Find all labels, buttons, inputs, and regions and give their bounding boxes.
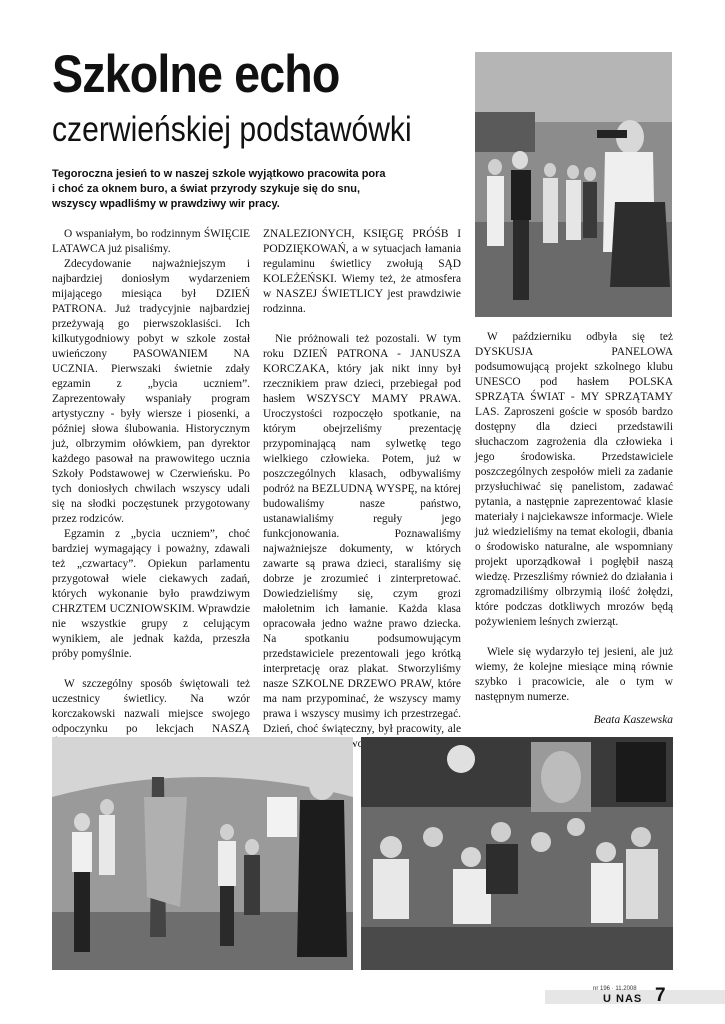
paragraph: Egzamin z „bycia uczniem”, choć bardziej wymagający i poważny, zdawali też „czwartacy”. Opiekun parlamentu przygotował wiele ciekawych zadań, których wykonanie było prawdziwym CHRZTEM UCZNIOWSKIM. Wprawdzie nie wszystkie grupy z celującym wynikiem, ale jednak każda, przeszła próby pomyślnie. (52, 528, 250, 660)
headline-subtitle: czerwieńskiej podstawówki (52, 110, 412, 149)
lead-paragraph (52, 167, 432, 212)
footer-magazine-name: U NAS (603, 993, 643, 1005)
paragraph: ZNALEZIONYCH, KSIĘGĘ PRÓŚB I PODZIĘKOWAŃ, a w sytuacjach łamania regulaminu świetlicy zwołują SĄD KOLEŻEŃSKI. Wiemy też, że atmosfera w NASZEJ ŚWIETLICY jest prawdziwie rodzinna. (263, 228, 461, 315)
photo-icon (475, 52, 672, 317)
lead-line: wszyscy wpadliśmy w prawdziwy wir pracy. (52, 198, 280, 210)
photo-icon (52, 737, 353, 970)
paragraph: Nie próżnowali też pozostali. W tym roku DZIEŃ PATRONA - JANUSZA KORCZAKA, który jak nikt inny był rzecznikiem praw dzieci, przebiegał pod hasłem WSZYSCY MAMY PRAWA. Uroczystości rozpoczęło spotkanie, na którym obejrzeliśmy prezentację przypominającą nam sylwetkę tego wielkiego człowieka. Potem, już w poszczególnych klasach, odbywaliśmy podróż na BEZLUDNĄ WYSPĘ, na której budowaliśmy nasze państwo, ustanawialiśmy reguły jego funkcjonowania. Poznawaliśmy najważniejsze dokumenty, w których zawarte są prawa dzieci, staraliśmy się dobrze je zrozumieć i zinterpretować. Dowiedzieliśmy się, czym grozi małoletnim ich łamanie. Każda klasa opracowała jedno ważne prawo dziecka. Na spotkaniu podsumowującym przedstawiciele prezentowali jego krótką interpretację oraz plakat. Stworzyliśmy nasze SZKOLNE DRZEWO PRAW, które ma nam przypominać, że wszyscy mamy prawa i wszyscy musimy ich przestrzegać. Dzień, choć świąteczny, był pracowity, ale (263, 333, 461, 735)
article-column-2 (263, 227, 461, 752)
footer-page-number: 7 (655, 985, 666, 1006)
article-column-3 (475, 330, 673, 728)
lead-line: Tegoroczna jesień to w naszej szkole wyjątkowo pracowita pora (52, 168, 386, 180)
photo-bottom-right (361, 737, 673, 970)
lead-line: i choć za oknem buro, a świat przyrody szykuje się do snu, (52, 183, 361, 195)
paragraph: O wspaniałym, bo rodzinnym ŚWIĘCIE LATAWCA już pisaliśmy. (52, 228, 250, 255)
paragraph: W szczególny sposób świętowali też uczestnicy świetlicy. Na wzór korczakowski nazwali miejsce swojego odpoczynku po lekcjach NASZĄ (52, 678, 250, 735)
article-column-1 (52, 227, 250, 752)
paragraph: W październiku odbyła się też DYSKUSJA PANELOWA podsumowującą projekt szkolnego klubu UNESCO pod hasłem POLSKA SPRZĄTA ŚWIAT - MY SPRZĄTAMY LAS. Zaproszeni goście w sposób bardzo dostępny dla dzieci przedstawili słuchaczom zagrożenia dla człowieka i jego środowiska. Przedstawiciele poszczególnych zespołów mieli za zadanie przysłuchiwać się panelistom, zadawać pytania, a następnie zaprezentować klasie materiały i najciekawsze informacje. Wiele już wiedzieliśmy na temat ekologii, dbania o środowisko naturalne, ale wspomniany projekt uporządkował i pogłębił naszą wiedzę. Przeszliśmy również do działania i zgromadziliśmy olbrzymią ilość żołędzi, które podczas dotkliwych mrozów będą pożywieniem leśnych zwierząt. (475, 331, 673, 628)
headline-title: Szkolne echo (52, 45, 340, 104)
photo-bottom-left (52, 737, 353, 970)
author-signature: Beata Kaszewska (593, 714, 673, 726)
paragraph: Zdecydowanie najważniejszym i najbardziej doniosłym wydarzeniem mijającego miesiąca był DZIEŃ PATRONA. Już tradycyjnie najbardziej przeżywają go pierwszoklasiści. Ich kilkutygodniowy pobyt w szkole został uwieńczony PASOWANIEM NA UCZNIA. Pierwszaki świetnie zdały egzamin z „bycia uczniem”. Zaprezentowały wspaniały program artystyczny - były wiersze i piosenki, a później słowa ślubowania. Historycznym już, olbrzymim ołówkiem, pan dyrektor każdego pasował na prawowitego ucznia Szkoły Podstawowej w Czerwieńsku. Po tych doniosłych chwilach wszyscy udali się na słodki poczęstunek przygotowany przez rodziców. (52, 258, 250, 525)
paragraph: Wiele się wydarzyło tej jesieni, ale już wiemy, że kolejne miesiące miną równie szybko i pracowicie, ale o tym w następnym numerze. (475, 646, 673, 703)
footer-issue: nr 196 · 11.2008 (593, 986, 637, 992)
photo-top-right (475, 52, 672, 317)
photo-icon (361, 737, 673, 970)
